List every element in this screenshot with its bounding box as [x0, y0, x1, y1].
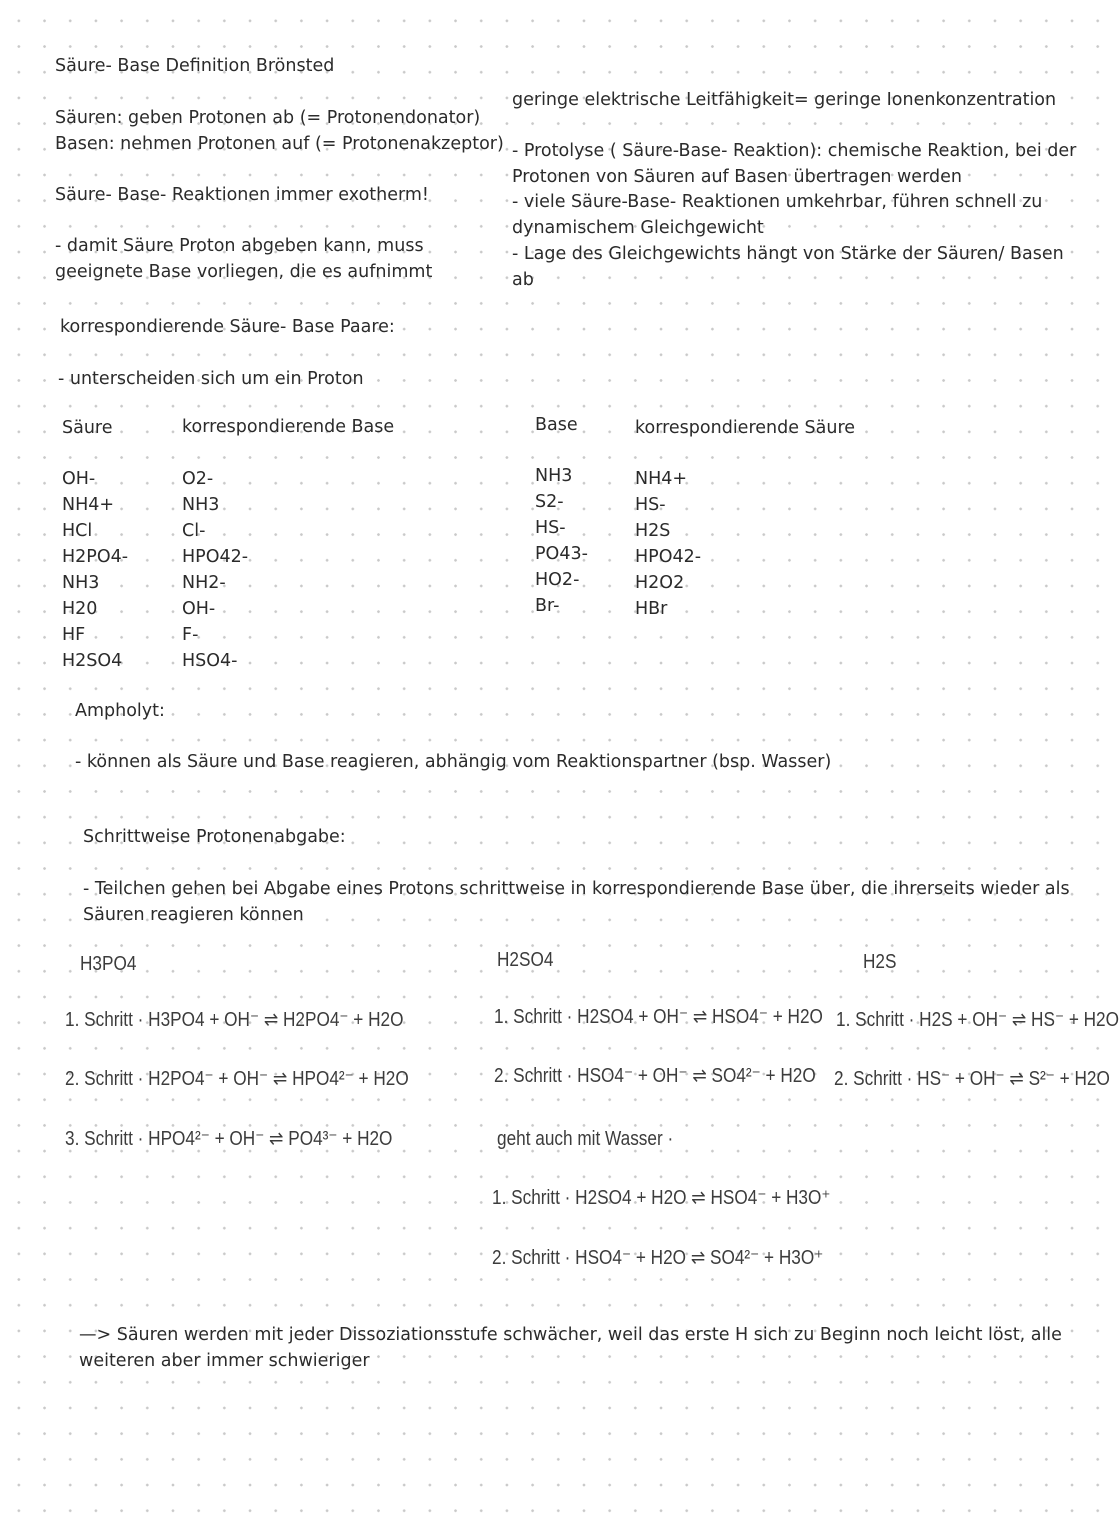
table-cell: NH4+ — [62, 495, 115, 515]
table-cell: NH3 — [182, 495, 220, 515]
table-cell: HSO4- — [182, 651, 238, 671]
table-cell: HBr — [635, 599, 668, 619]
h2so4-title: H2SO4 — [497, 949, 554, 971]
ampholyt-note: - können als Säure und Base reagieren, abhängig vom Reaktionspartner (bsp. Wasser) — [75, 752, 832, 772]
table-cell: PO43- — [535, 544, 588, 564]
table-cell: H20 — [62, 599, 98, 619]
table-cell: NH3 — [62, 573, 100, 593]
table-cell: HS- — [535, 518, 566, 538]
h3po4-title: H3PO4 — [80, 953, 137, 975]
conclusion-line-1: —> Säuren werden mit jeder Dissoziationsstufe schwächer, weil das erste H sich zu Beginn noch leicht löst, alle — [79, 1325, 1062, 1345]
table-cell: O2- — [182, 469, 214, 489]
page-title: Säure- Base Definition Brönsted — [55, 56, 335, 76]
base-table-bases — [535, 463, 588, 619]
table-cell: HPO42- — [182, 547, 249, 567]
table-cell: OH- — [182, 599, 216, 619]
conductivity-note: geringe elektrische Leitfähigkeit= geringe Ionenkonzentration — [512, 90, 1057, 110]
table-cell: Cl- — [182, 521, 206, 541]
acid-table-acids — [62, 466, 128, 674]
base-table-header-acid: korrespondierende Säure — [635, 418, 856, 438]
h2so4-step-2: 2. Schritt · HSO4⁻ + OH⁻ ⇌ SO4²⁻ + H2O — [494, 1065, 816, 1087]
equilibrium-line-1: - Lage des Gleichgewichts hängt von Stärke der Säuren/ Basen — [512, 244, 1064, 264]
table-cell: HPO42- — [635, 547, 702, 567]
table-cell: NH3 — [535, 466, 573, 486]
h3po4-step-1: 1. Schritt · H3PO4 + OH⁻ ⇌ H2PO4⁻ + H2O — [65, 1009, 404, 1031]
conclusion-line-2: weiteren aber immer schwieriger — [79, 1351, 370, 1371]
table-cell: Br- — [535, 596, 560, 616]
stepwise-note-line-1: - Teilchen gehen bei Abgabe eines Protons schrittweise in korrespondierende Base über, die ihrerseits wieder als — [83, 879, 1070, 899]
table-cell: NH2- — [182, 573, 226, 593]
table-cell: OH- — [62, 469, 96, 489]
base-table-acids — [635, 466, 701, 622]
stepwise-note-line-2: Säuren reagieren können — [83, 905, 304, 925]
bases-definition: Basen: nehmen Protonen auf (= Protonenakzeptor) — [55, 134, 504, 154]
base-table-header-base: Base — [535, 415, 578, 435]
h2so4-step-1: 1. Schritt · H2SO4 + OH⁻ ⇌ HSO4⁻ + H2O — [494, 1006, 823, 1028]
acid-table-bases — [182, 466, 248, 674]
h2s-title: H2S — [863, 951, 897, 973]
h3po4-step-2: 2. Schritt · H2PO4⁻ + OH⁻ ⇌ HPO4²⁻ + H2O — [65, 1068, 409, 1090]
protolyse-line-1: - Protolyse ( Säure-Base- Reaktion): chemische Reaktion, bei der — [512, 141, 1077, 161]
table-cell: HF — [62, 625, 86, 645]
proton-condition-line-2: geeignete Base vorliegen, die es aufnimmt — [55, 262, 433, 282]
reversible-line-1: - viele Säure-Base- Reaktionen umkehrbar, führen schnell zu — [512, 192, 1043, 212]
reversible-line-2: dynamischem Gleichgewicht — [512, 218, 764, 238]
exotherm-note: Säure- Base- Reaktionen immer exotherm! — [55, 185, 429, 205]
pairs-note: - unterscheiden sich um ein Proton — [58, 369, 364, 389]
table-cell: HO2- — [535, 570, 580, 590]
water-step-2: 2. Schritt · HSO4⁻ + H2O ⇌ SO4²⁻ + H3O⁺ — [492, 1247, 824, 1269]
stepwise-heading: Schrittweise Protonenabgabe: — [83, 827, 346, 847]
table-cell: H2SO4 — [62, 651, 123, 671]
table-cell: F- — [182, 625, 199, 645]
protolyse-line-2: Protonen von Säuren auf Basen übertragen werden — [512, 167, 962, 187]
water-note: geht auch mit Wasser · — [497, 1128, 674, 1150]
acid-table-header-base: korrespondierende Base — [182, 417, 395, 437]
table-cell: S2- — [535, 492, 564, 512]
table-cell: NH4+ — [635, 469, 688, 489]
h3po4-step-3: 3. Schritt · HPO4²⁻ + OH⁻ ⇌ PO4³⁻ + H2O — [65, 1128, 393, 1150]
table-cell: HCl — [62, 521, 93, 541]
acids-definition: Säuren: geben Protonen ab (= Protonendonator) — [55, 108, 481, 128]
water-step-1: 1. Schritt · H2SO4 + H2O ⇌ HSO4⁻ + H3O⁺ — [492, 1187, 831, 1209]
proton-condition-line-1: - damit Säure Proton abgeben kann, muss — [55, 236, 424, 256]
h2s-step-1: 1. Schritt · H2S + OH⁻ ⇌ HS⁻ + H2O — [836, 1009, 1119, 1031]
ampholyt-heading: Ampholyt: — [75, 701, 165, 721]
equilibrium-line-2: ab — [512, 270, 534, 290]
table-cell: H2PO4- — [62, 547, 129, 567]
pairs-heading: korrespondierende Säure- Base Paare: — [60, 317, 395, 337]
acid-table-header-acid: Säure — [62, 418, 113, 438]
table-cell: H2O2 — [635, 573, 685, 593]
h2s-step-2: 2. Schritt · HS⁻ + OH⁻ ⇌ S²⁻ + H2O — [834, 1068, 1110, 1090]
table-cell: HS- — [635, 495, 666, 515]
table-cell: H2S — [635, 521, 671, 541]
